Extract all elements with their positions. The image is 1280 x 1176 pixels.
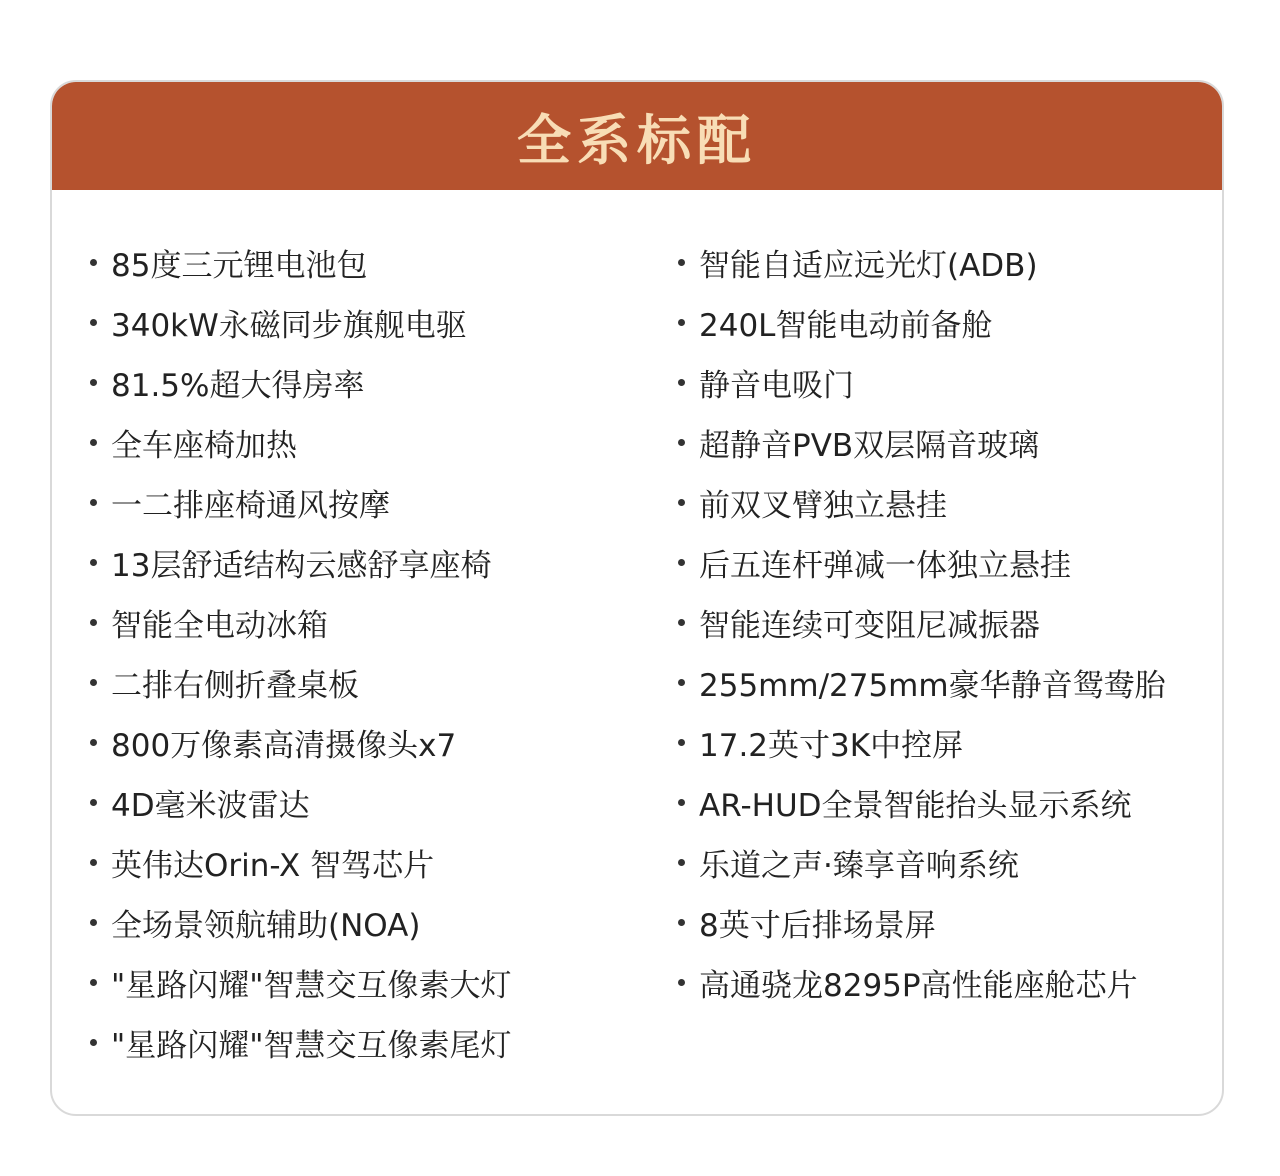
bullet-icon (678, 919, 685, 926)
list-item (90, 232, 650, 292)
list-item (90, 352, 650, 412)
list-item (678, 412, 1218, 472)
list-item-label: 前双叉臂独立悬挂 (699, 487, 947, 524)
bullet-icon (678, 379, 685, 386)
list-item (678, 532, 1218, 592)
bullet-icon (90, 739, 97, 746)
list-item-label: 8英寸后排场景屏 (699, 907, 936, 944)
list-item-label: 智能自适应远光灯(ADB) (699, 247, 1038, 284)
bullet-icon (678, 739, 685, 746)
bullet-icon (90, 979, 97, 986)
bullet-icon (678, 499, 685, 506)
bullet-icon (90, 259, 97, 266)
list-item (90, 892, 650, 952)
list-item-label: 英伟达Orin-X 智驾芯片 (111, 847, 435, 884)
bullet-icon (90, 679, 97, 686)
feature-list-right (678, 232, 1218, 1012)
bullet-icon (90, 619, 97, 626)
list-item-label: "星路闪耀"智慧交互像素大灯 (111, 967, 512, 1004)
bullet-icon (90, 859, 97, 866)
bullet-icon (90, 559, 97, 566)
list-item-label: 13层舒适结构云感舒享座椅 (111, 547, 492, 584)
list-item-label: 一二排座椅通风按摩 (111, 487, 390, 524)
list-item-label: AR-HUD全景智能抬头显示系统 (699, 787, 1132, 824)
list-item-label: 800万像素高清摄像头x7 (111, 727, 457, 764)
list-item-label: 智能连续可变阻尼减振器 (699, 607, 1040, 644)
list-item-label: 高通骁龙8295P高性能座舱芯片 (699, 967, 1138, 1004)
list-item (90, 652, 650, 712)
list-item (678, 712, 1218, 772)
list-item-label: 255mm/275mm豪华静音鸳鸯胎 (699, 667, 1166, 704)
list-item (678, 592, 1218, 652)
bullet-icon (90, 439, 97, 446)
list-item-label: 81.5%超大得房率 (111, 367, 365, 404)
bullet-icon (678, 619, 685, 626)
list-item (90, 952, 650, 1012)
list-item-label: 后五连杆弹减一体独立悬挂 (699, 547, 1071, 584)
card-title: 全系标配 (517, 108, 757, 172)
bullet-icon (90, 799, 97, 806)
bullet-icon (90, 919, 97, 926)
list-item (678, 352, 1218, 412)
list-item (678, 892, 1218, 952)
list-item-label: 340kW永磁同步旗舰电驱 (111, 307, 467, 344)
feature-card (50, 80, 1224, 1116)
bullet-icon (678, 979, 685, 986)
list-item (90, 292, 650, 352)
list-item-label: 240L智能电动前备舱 (699, 307, 993, 344)
bullet-icon (678, 799, 685, 806)
list-item (678, 472, 1218, 532)
list-item (90, 832, 650, 892)
list-item (678, 832, 1218, 892)
list-item-label: "星路闪耀"智慧交互像素尾灯 (111, 1027, 512, 1064)
list-item-label: 智能全电动冰箱 (111, 607, 328, 644)
list-item (90, 592, 650, 652)
bullet-icon (678, 439, 685, 446)
list-item (678, 772, 1218, 832)
bullet-icon (90, 319, 97, 326)
list-item-label: 17.2英寸3K中控屏 (699, 727, 964, 764)
list-item (90, 472, 650, 532)
list-item (90, 712, 650, 772)
list-item-label: 全场景领航辅助(NOA) (111, 907, 421, 944)
list-item (678, 232, 1218, 292)
card-header (52, 82, 1222, 190)
list-item (90, 1012, 650, 1072)
bullet-icon (90, 1039, 97, 1046)
bullet-icon (678, 259, 685, 266)
list-item-label: 乐道之声·臻享音响系统 (699, 847, 1019, 884)
list-item-label: 二排右侧折叠桌板 (111, 667, 359, 704)
bullet-icon (90, 379, 97, 386)
list-item (90, 412, 650, 472)
feature-list-left (90, 232, 650, 1072)
bullet-icon (678, 679, 685, 686)
list-item (678, 292, 1218, 352)
list-item (90, 772, 650, 832)
bullet-icon (678, 319, 685, 326)
bullet-icon (678, 559, 685, 566)
list-item-label: 静音电吸门 (699, 367, 854, 404)
list-item-label: 4D毫米波雷达 (111, 787, 310, 824)
list-item-label: 85度三元锂电池包 (111, 247, 368, 284)
list-item-label: 超静音PVB双层隔音玻璃 (699, 427, 1040, 464)
bullet-icon (90, 499, 97, 506)
list-item (678, 952, 1218, 1012)
bullet-icon (678, 859, 685, 866)
list-item-label: 全车座椅加热 (111, 427, 297, 464)
list-item (678, 652, 1218, 712)
list-item (90, 532, 650, 592)
